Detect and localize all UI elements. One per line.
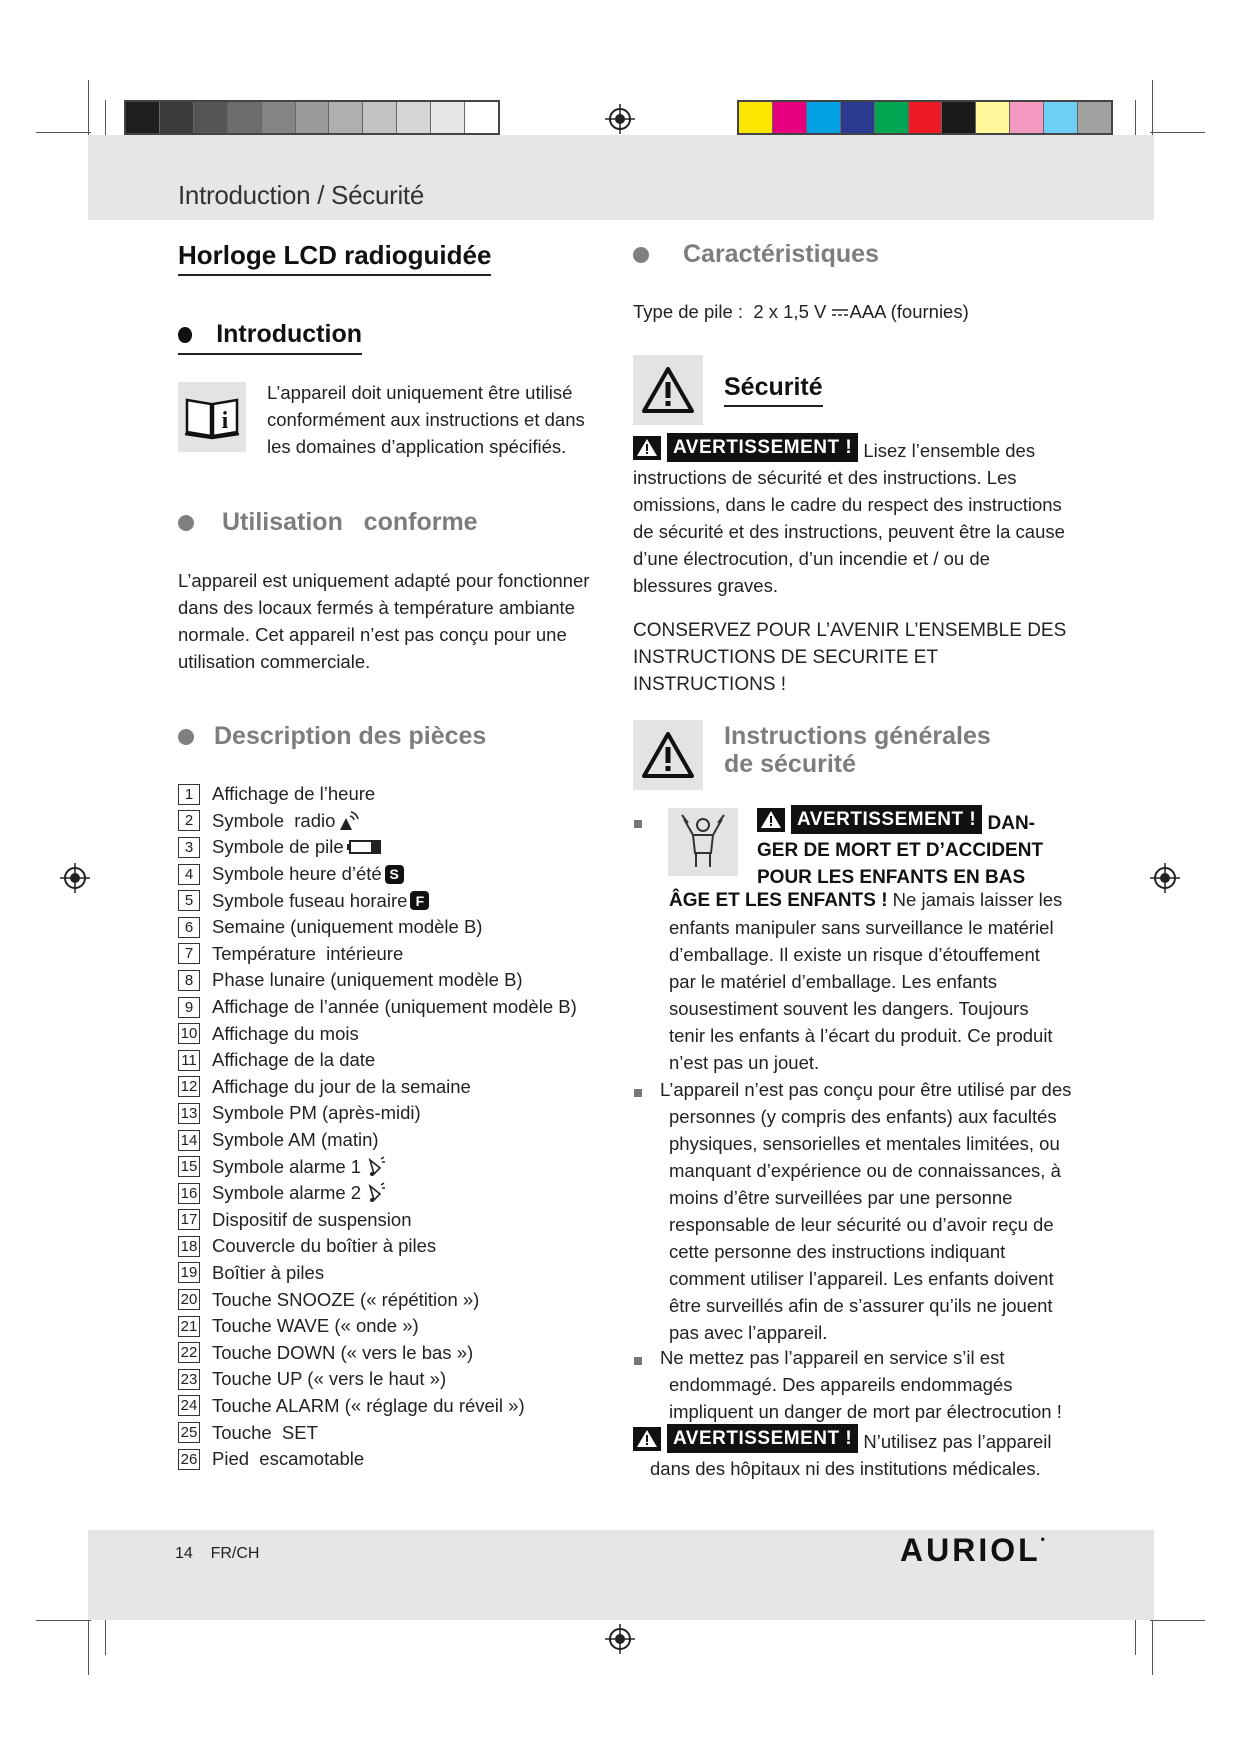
part-list-item	[178, 1233, 618, 1260]
part-number: 14	[178, 1130, 200, 1151]
part-number: 8	[178, 970, 200, 991]
warning-label: AVERTISSEMENT !	[667, 433, 858, 462]
warning-triangle-icon	[633, 720, 703, 790]
part-list-item	[178, 967, 618, 994]
color-swatch	[126, 102, 160, 133]
conserve-notice	[633, 617, 1073, 698]
description-heading-text: Description des pièces	[214, 722, 487, 750]
bullet-dot-icon	[633, 247, 649, 263]
warning-badge	[633, 433, 858, 462]
securite-warning-text: Lisez l’ensemble des instructions de sécurité et des instructions. Les omissions, dans le cadre du respect des instructions de sécurité et des instructions, peuvent être la cause d’une électrocution, d’un incendie et / ou de blessures graves.	[633, 440, 1065, 596]
battery-icon	[347, 838, 383, 856]
daylight-saving-icon: S	[385, 865, 404, 884]
child-text-first: Ne jamais laisser les	[892, 889, 1063, 910]
introduction-heading-text: Introduction	[216, 320, 362, 348]
warning-badge	[633, 1424, 858, 1453]
part-label: Touche ALARM (« réglage du réveil »)	[212, 1394, 525, 1416]
timezone-icon: F	[410, 891, 429, 910]
part-number: 19	[178, 1262, 200, 1283]
crop-mark	[1150, 1620, 1205, 1621]
page-title: Introduction / Sécurité	[178, 180, 425, 210]
parts-list	[178, 781, 618, 1472]
color-swatch	[942, 102, 976, 133]
color-swatch	[841, 102, 875, 133]
dc-current-icon	[831, 306, 849, 320]
battery-label: Type de pile :	[633, 301, 744, 322]
crop-mark	[1152, 1620, 1153, 1675]
part-label: Symbole radio	[212, 809, 336, 831]
generales-heading	[724, 722, 991, 778]
child-title-part-b: GER DE MORT ET D’ACCIDENT	[757, 840, 1044, 861]
part-list-item	[178, 1260, 618, 1287]
color-swatch	[465, 102, 498, 133]
caracteristiques-heading	[633, 240, 879, 269]
part-number: 2	[178, 810, 200, 831]
warning-small-icon	[757, 808, 785, 832]
part-list-item	[178, 1180, 618, 1207]
page-footer	[175, 1545, 259, 1563]
warning-triangle-icon	[633, 355, 703, 425]
crop-mark	[1150, 132, 1205, 133]
part-number: 16	[178, 1183, 200, 1204]
locale-code: FR/CH	[210, 1545, 260, 1562]
final-warning-paragraph	[633, 1424, 1073, 1482]
part-list-item	[178, 1207, 618, 1234]
part-label: Touche SET	[212, 1421, 318, 1443]
part-list-item	[178, 1127, 618, 1154]
color-swatch	[739, 102, 773, 133]
conserve-line-2: INSTRUCTIONS DE SECURITE ET INSTRUCTIONS !	[633, 647, 938, 695]
part-label: Boîtier à piles	[212, 1261, 325, 1283]
part-number: 15	[178, 1156, 200, 1177]
part-list-item	[178, 1074, 618, 1101]
part-label: Affichage du jour de la semaine	[212, 1075, 471, 1097]
part-list-item	[178, 941, 618, 968]
crop-mark	[105, 1620, 106, 1655]
part-list-item	[178, 1419, 618, 1446]
part-list-item	[178, 994, 618, 1021]
child-warning-title	[757, 805, 1067, 891]
color-swatch	[160, 102, 194, 133]
color-swatch	[1010, 102, 1044, 133]
child-hazard-icon	[668, 808, 738, 876]
registration-mark-icon	[605, 104, 635, 134]
color-swatch	[875, 102, 909, 133]
color-swatch	[262, 102, 296, 133]
generales-heading-line-2: de sécurité	[724, 750, 857, 778]
part-list-item	[178, 1286, 618, 1313]
utilisation-heading	[178, 508, 478, 537]
part-label: Symbole de pile	[212, 836, 344, 858]
part-number: 17	[178, 1209, 200, 1230]
part-list-item	[178, 887, 618, 914]
battery-type: AAA (fournies)	[849, 301, 969, 322]
warning-label: AVERTISSEMENT !	[791, 805, 982, 834]
part-number: 23	[178, 1369, 200, 1390]
process-color-bar	[737, 100, 1113, 135]
brand-name: AURIOL	[900, 1532, 1041, 1568]
securite-heading-text: Sécurité	[724, 373, 823, 401]
part-number: 1	[178, 784, 200, 805]
generales-heading-line-1: Instructions générales	[724, 722, 991, 750]
part-label: Pied escamotable	[212, 1448, 365, 1470]
alarm-bell-icon	[364, 1156, 386, 1178]
part-number: 26	[178, 1449, 200, 1470]
part-number: 20	[178, 1289, 200, 1310]
part-list-item	[178, 1020, 618, 1047]
color-swatch	[1044, 102, 1078, 133]
part-label: Touche UP (« vers le haut »)	[212, 1368, 447, 1390]
conserve-line-1: CONSERVEZ POUR L’AVENIR L’ENSEMBLE DES	[633, 620, 1067, 641]
part-label: Température intérieure	[212, 942, 404, 964]
final-warning-text-a: N’utilisez pas l’appareil	[863, 1431, 1052, 1452]
color-swatch	[363, 102, 397, 133]
part-label: Affichage de l’heure	[212, 783, 376, 805]
securite-heading	[724, 373, 823, 407]
part-label: Affichage du mois	[212, 1022, 359, 1044]
part-label: Touche WAVE (« onde »)	[212, 1315, 419, 1337]
grey-color-bar	[124, 100, 500, 135]
brand-logo: AURIOL•	[900, 1532, 1048, 1568]
part-number: 4	[178, 864, 200, 885]
securite-warning-paragraph	[633, 433, 1065, 599]
bullet-dot-icon	[178, 327, 192, 343]
list-bullet	[634, 1089, 642, 1097]
bullet-dot-icon	[178, 729, 194, 745]
part-number: 7	[178, 943, 200, 964]
color-swatch	[329, 102, 363, 133]
registration-mark-icon	[1150, 863, 1180, 893]
part-number: 3	[178, 837, 200, 858]
child-title-part-a: DAN-	[987, 813, 1035, 834]
warning-small-icon	[633, 436, 661, 460]
color-swatch	[228, 102, 262, 133]
part-number: 21	[178, 1316, 200, 1337]
child-title-part-d: ÂGE ET LES ENFANTS !	[669, 890, 888, 911]
registration-mark-icon	[60, 863, 90, 893]
bullet-persons-text: L’appareil n’est pas conçu pour être utilisé par des personnes (y compris des enfants) aux facultés physiques, sensorielles et mentales limitées, ou manquant d’expérience ou de connaissances, à moins d’être surveillées par une personne responsable de leur sécurité ou d’avoir reçu de cette personne des instructions indiquant comment utiliser l’appareil. Les enfants doivent être surveillés afin de s’assurer qu’ils ne jouent pas avec l’appareil.	[660, 1079, 1072, 1343]
part-list-item	[178, 1153, 618, 1180]
part-number: 12	[178, 1076, 200, 1097]
warning-label: AVERTISSEMENT !	[667, 1424, 858, 1453]
crop-mark	[1152, 80, 1153, 135]
part-list-item	[178, 1393, 618, 1420]
crop-mark	[88, 80, 89, 135]
part-label: Symbole heure d’été	[212, 863, 382, 885]
introduction-text: L’appareil doit uniquement être utilisé conformément aux instructions et dans les domaines d’application spécifiés.	[267, 382, 585, 457]
crop-mark	[36, 132, 91, 133]
document-title	[178, 240, 491, 276]
part-label: Symbole AM (matin)	[212, 1129, 379, 1151]
part-list-item	[178, 1047, 618, 1074]
part-list-item	[178, 1446, 618, 1473]
crop-mark	[36, 1620, 91, 1621]
part-label: Phase lunaire (uniquement modèle B)	[212, 969, 523, 991]
part-list-item	[178, 1339, 618, 1366]
part-label: Symbole alarme 2	[212, 1182, 362, 1204]
list-bullet	[634, 1357, 642, 1365]
part-number: 11	[178, 1050, 200, 1071]
part-number: 10	[178, 1023, 200, 1044]
radio-signal-icon	[338, 810, 360, 832]
final-warning-text-b: dans des hôpitaux ni des institutions médicales.	[650, 1458, 1041, 1479]
registration-mark-icon	[605, 1624, 635, 1654]
part-label: Touche SNOOZE (« répétition »)	[212, 1288, 480, 1310]
part-list-item	[178, 808, 618, 835]
list-bullet	[634, 820, 642, 828]
color-swatch	[397, 102, 431, 133]
part-number: 25	[178, 1422, 200, 1443]
part-label: Affichage de la date	[212, 1049, 376, 1071]
caracteristiques-heading-text: Caractéristiques	[683, 240, 879, 268]
color-swatch	[773, 102, 807, 133]
color-swatch	[909, 102, 943, 133]
crop-mark	[88, 1620, 89, 1675]
color-swatch	[976, 102, 1010, 133]
color-swatch	[194, 102, 228, 133]
utilisation-heading-text: Utilisation conforme	[222, 508, 478, 536]
part-label: Semaine (uniquement modèle B)	[212, 916, 483, 938]
part-number: 9	[178, 997, 200, 1018]
color-swatch	[296, 102, 330, 133]
part-label: Touche DOWN (« vers le bas »)	[212, 1341, 474, 1363]
part-number: 18	[178, 1236, 200, 1257]
color-swatch	[807, 102, 841, 133]
part-list-item	[178, 914, 618, 941]
bullet-damaged-text: Ne mettez pas l’appareil en service s’il est endommagé. Des appareils endommagés impliquent un danger de mort par électrocution !	[660, 1347, 1062, 1422]
warning-badge	[757, 805, 982, 834]
part-number: 24	[178, 1395, 200, 1416]
child-title-part-c: POUR LES ENFANTS EN BAS	[757, 867, 1026, 888]
part-label: Symbole alarme 1	[212, 1155, 362, 1177]
crop-mark	[105, 100, 106, 135]
color-swatch	[431, 102, 465, 133]
introduction-heading	[178, 320, 362, 355]
document-title-text: Horloge LCD radioguidée	[178, 240, 492, 270]
part-label: Dispositif de suspension	[212, 1208, 412, 1230]
part-list-item	[178, 861, 618, 888]
utilisation-text: L’appareil est uniquement adapté pour fonctionner dans des locaux fermés à température ambiante normale. Cet appareil n’est pas conçu pour une utilisation commerciale.	[178, 570, 590, 672]
part-label: Symbole fuseau horaire	[212, 889, 408, 911]
part-number: 13	[178, 1103, 200, 1124]
part-label: Symbole PM (après-midi)	[212, 1102, 421, 1124]
info-book-icon	[178, 382, 246, 452]
part-list-item	[178, 834, 618, 861]
battery-value: 2 x 1,5 V	[753, 301, 827, 322]
part-number: 6	[178, 917, 200, 938]
part-number: 22	[178, 1342, 200, 1363]
part-list-item	[178, 1313, 618, 1340]
page-number: 14	[175, 1545, 193, 1562]
bullet-dot-icon	[178, 515, 194, 531]
part-label: Couvercle du boîtier à piles	[212, 1235, 437, 1257]
warning-small-icon	[633, 1427, 661, 1451]
child-text-rest: enfants manipuler sans surveillance le matériel d’emballage. Il existe un risque d’étouffement par le matériel d’emballage. Les enfants sousestiment souvent les dangers. Toujours tenir les enfants à l’écart du produit. Ce produit n’est pas un jouet.	[669, 917, 1054, 1073]
part-number: 5	[178, 890, 200, 911]
svg-text:i: i	[221, 408, 229, 434]
part-label: Affichage de l’année (uniquement modèle B)	[212, 996, 577, 1018]
part-list-item	[178, 1100, 618, 1127]
child-warning-text	[669, 886, 1069, 1076]
description-heading	[178, 722, 486, 751]
part-list-item	[178, 1366, 618, 1393]
crop-mark	[1135, 100, 1136, 135]
part-list-item	[178, 781, 618, 808]
crop-mark	[1135, 1620, 1136, 1655]
battery-type-line	[633, 298, 969, 325]
color-swatch	[1078, 102, 1111, 133]
alarm-bell-icon	[364, 1182, 386, 1204]
